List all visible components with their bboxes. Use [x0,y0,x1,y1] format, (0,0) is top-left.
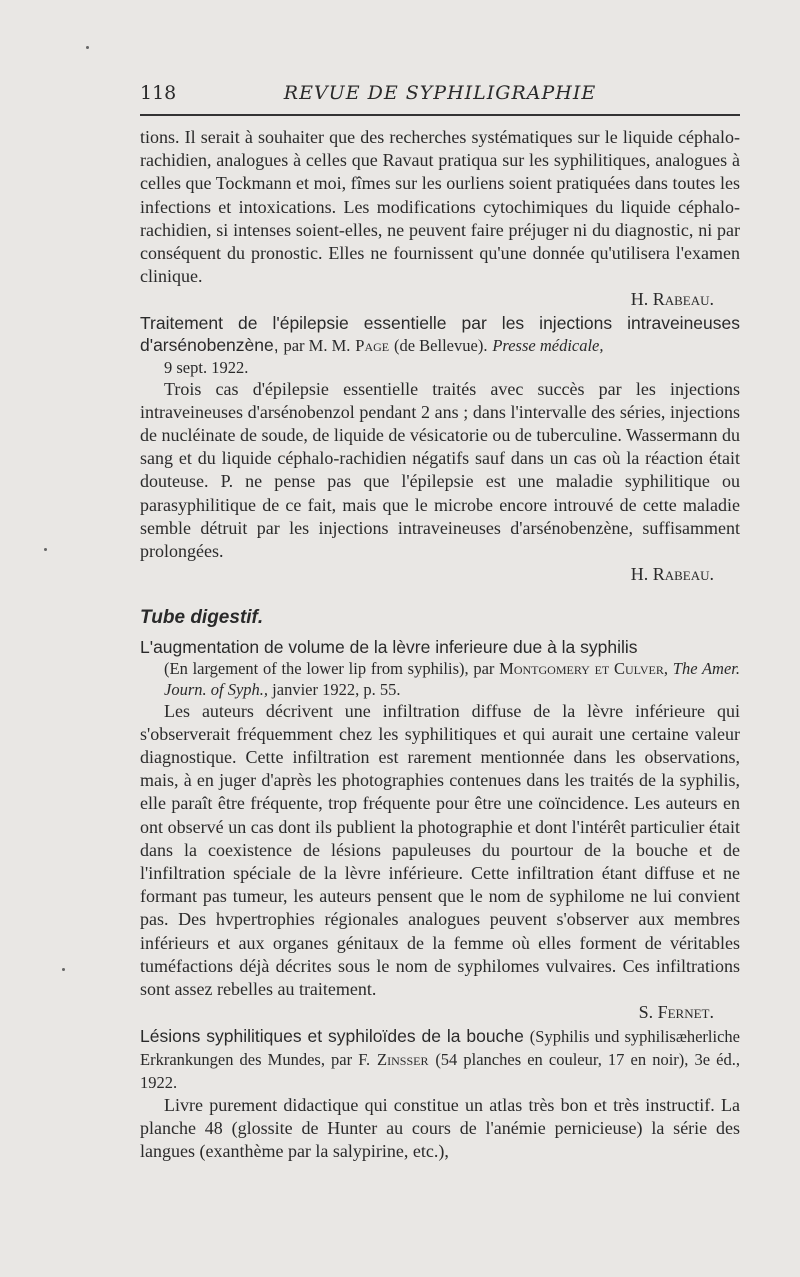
author-name: Page [355,335,390,355]
journal-name: Presse médicale, [492,335,604,355]
article-heading-bouche [140,1025,740,1094]
reference-date: janvier 1922, p. 55. [272,679,401,699]
signature-fernet: S. Fernet. [638,1002,714,1023]
scan-speck [44,548,47,551]
page-number: 118 [140,82,177,104]
article-body-epilepsie: Trois cas d'épilepsie essentielle traités avec succès par les injections intraveineuses d'arsénobenzol pendant 2 ans ; dans l'intervalle des séries, injections de nucléinate de soude, de liquide de vésicatorie ou de tuberculine. Wassermann du sang et du liquide céphalo-rachidien négatifs sauf dans un cas où la réaction était douteuse. P. ne pense pas que l'épilepsie est une maladie syphilitique ou parasyphilitique de ce fait, mais que le microbe encore introuvé de cette maladie semble détruit par les injections intraveineuses d'arsénobenzène, suffisamment prolongées. [140,378,741,562]
section-title: Tube digestif. [140,607,264,629]
author-prefix: par M. M. [283,335,351,355]
author-suffix: (de Bellevue). [393,335,488,355]
reference-suffix: (54 planches en couleur, 17 en noir), 3e éd., 1922. [140,1049,740,1092]
article-heading-levre [140,636,740,658]
article-heading-epilepsie [140,312,740,357]
scan-speck [86,46,89,49]
page-content [140,126,740,1163]
article-title: L'augmentation de volume de la lèvre inferieure due à la syphilis [140,636,638,657]
signature-rabeau-1: H. Rabeau. [630,289,714,310]
reference-prefix: (Syphilis und syphilisæherliche Erkrankungen des Mundes, par F. [140,1026,740,1069]
reference-author: Zinsser [377,1049,429,1069]
page-header [140,80,740,110]
publication-date: 9 sept. 1922. [164,357,249,377]
running-title: REVUE DE SYPHILIGRAPHIE [283,82,597,104]
article-title: Traitement de l'épilepsie essentielle par les injections intraveineuses d'arsénobenzène, [140,312,740,355]
header-rule [140,114,740,116]
reference-prefix: (En largement of the lower lip from syphilis), par [164,658,495,678]
article-title: Lésions syphilitiques et syphiloïdes de la bouche [140,1025,524,1046]
reference-journal: The Amer. Journ. of Syph., [164,658,740,699]
article-reference [140,658,740,700]
article-body-levre: Les auteurs décrivent une infiltration diffuse de la lèvre inférieure qui s'observerait fréquemment chez les syphilitiques et qui aurait une certaine valeur diagnostique. Cette infiltration est rarement mentionnée dans les observations, mais, à en juger d'après les photographies contenues dans les traités de la syphilis, elle paraît être fréquente, trop fréquente pour être une coïncidence. Les auteurs en ont observé un cas dont ils publient la photographie et dont l'intérêt particulier était dans la coexistence de lésions papuleuses du pourtour de la bouche et de l'infiltration spéciale de la lèvre inférieure. Cette infiltration étant diffuse et ne formant pas tumeur, les auteurs pensent que le nom de syphilome ne lui convient pas. Des hvpertrophies régionales analogues peuvent s'observer aux membres inférieurs et aux organes génitaux de la femme où elles forment de véritables tuméfactions déjà décrites sous le nom de syphilomes vulvaires. Ces infiltrations sont assez rebelles au traitement. [140,700,740,1000]
article-body-bouche: Livre purement didactique qui constitue un atlas très bon et très instructif. La planche 48 (glossite de Hunter au cours de l'anémie pernicieuse) la série des langues (exanthème par la salypirine, etc.), [140,1094,740,1161]
continued-paragraph: tions. Il serait à souhaiter que des recherches systématiques sur le liquide céphalo-rachidien, analogues à celles que Ravaut pratiqua sur les syphilitiques, analogues à celles que Tockmann et moi, fîmes sur les ourliens soient pratiquées dans toutes les infections et intoxications. Les modifications cytochimiques du liquide céphalo-rachidien, si intenses soient-elles, ne peuvent faire préjuger ni du diagnostic, ni par conséquent du pronostic. Elles ne fournissent qu'une donnée qu'utilisera l'examen clinique. [140,127,740,287]
signature-rabeau-2: H. Rabeau. [630,564,714,585]
reference-authors: Montgomery et Culver, [499,658,669,678]
scan-speck [62,968,65,971]
